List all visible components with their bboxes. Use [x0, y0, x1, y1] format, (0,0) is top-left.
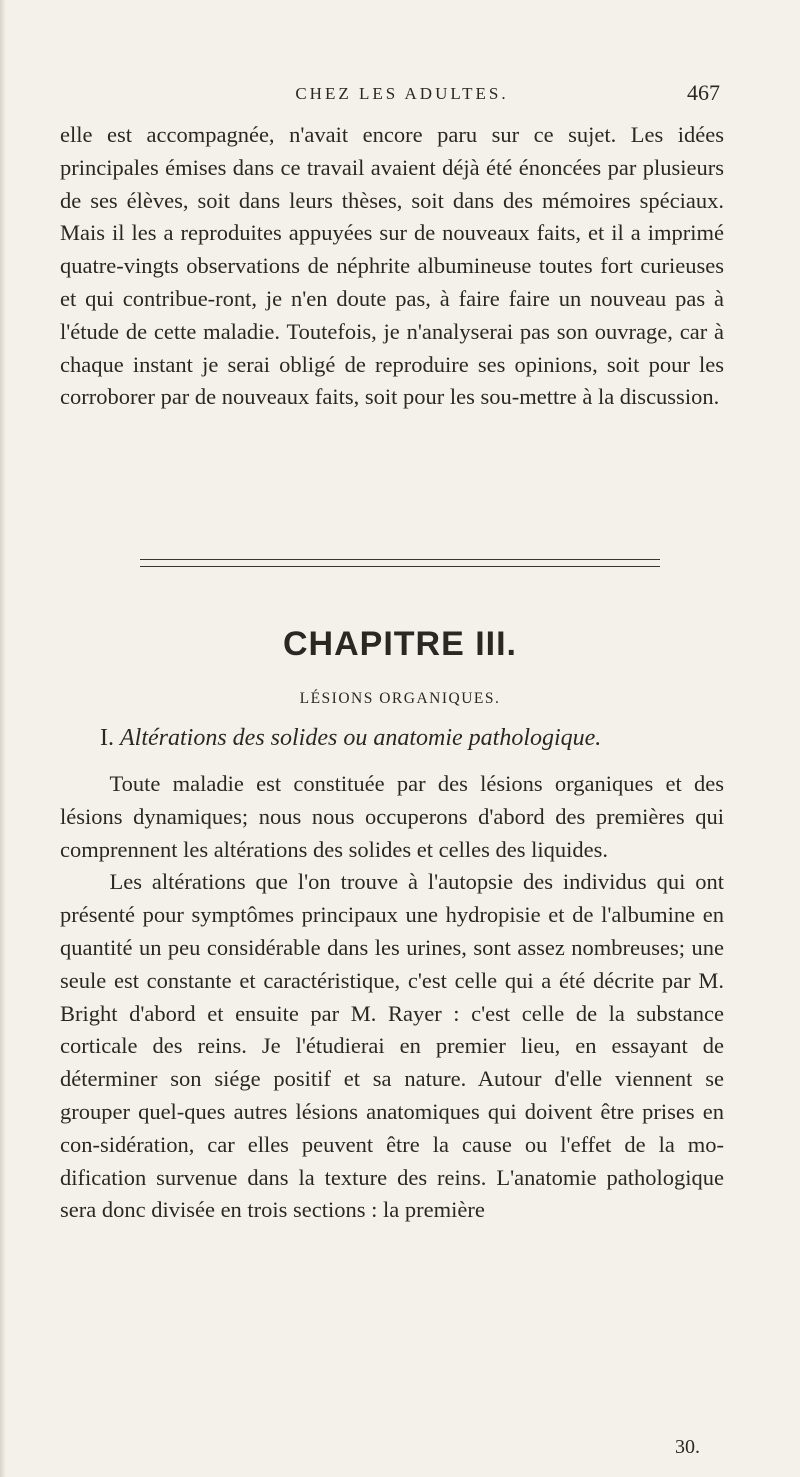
running-title: CHEZ LES ADULTES.	[295, 84, 509, 103]
section-divider	[140, 559, 660, 567]
section-title: Altérations des solides ou anatomie pathologique.	[120, 725, 602, 751]
section-number: I.	[100, 725, 114, 751]
body-paragraph-2: Les altérations que l'on trouve à l'autopsie des individus qui ont présenté pour symptômes principaux une hydropisie et de l'albumine en quantité un peu considérable dans les urines, sont assez nombreuses; une seule est constante et caractéristique, c'est celle qui a été décrite par M. Bright d'abord et ensuite par M. Rayer : c'est celle de la substance corticale des reins. Je l'étudierai en premier lieu, en essayant de déterminer son siége positif et sa nature. Autour d'elle viennent se grouper quel-ques autres lésions anatomiques qui doivent être prises en con-sidération, car elles peuvent être la cause ou l'effet de la mo-dification survenue dans la texture des reins. L'anatomie pathologique sera donc divisée en trois sections : la première	[60, 869, 724, 1223]
running-head	[84, 80, 720, 110]
chapter-subtitle: LÉSIONS ORGANIQUES.	[299, 690, 501, 707]
page-edge	[0, 0, 6, 1477]
body-paragraph-1: Toute maladie est constituée par des lésions organiques et des lésions dynamiques; nous nous occuperons d'abord des premières qui comprennent les altérations des solides et celles des liquides.	[60, 771, 724, 862]
chapter-title: CHAPITRE III.	[282, 625, 518, 663]
page-number: 467	[687, 80, 720, 105]
section-heading	[100, 725, 601, 752]
intro-paragraph-block	[60, 119, 724, 414]
signature-mark: 30.	[675, 1436, 700, 1458]
intro-paragraph: elle est accompagnée, n'avait encore paru sur ce sujet. Les idées principales émises dans ce travail avaient déjà été énoncées par plusieurs de ses élèves, soit dans leurs thèses, soit dans des mémoires spéciaux. Mais il les a reproduites appuyées sur de nouveaux faits, et il a imprimé quatre-vingts observations de néphrite albumineuse toutes fort curieuses et qui contribue-ront, je n'en doute pas, à faire faire un nouveau pas à l'étude de cette maladie. Toutefois, je n'analyserai pas son ouvrage, car à chaque instant je serai obligé de reproduire ses opinions, soit pour les corroborer par de nouveaux faits, soit pour les sou-mettre à la discussion.	[60, 122, 724, 410]
body-text	[60, 768, 724, 1227]
